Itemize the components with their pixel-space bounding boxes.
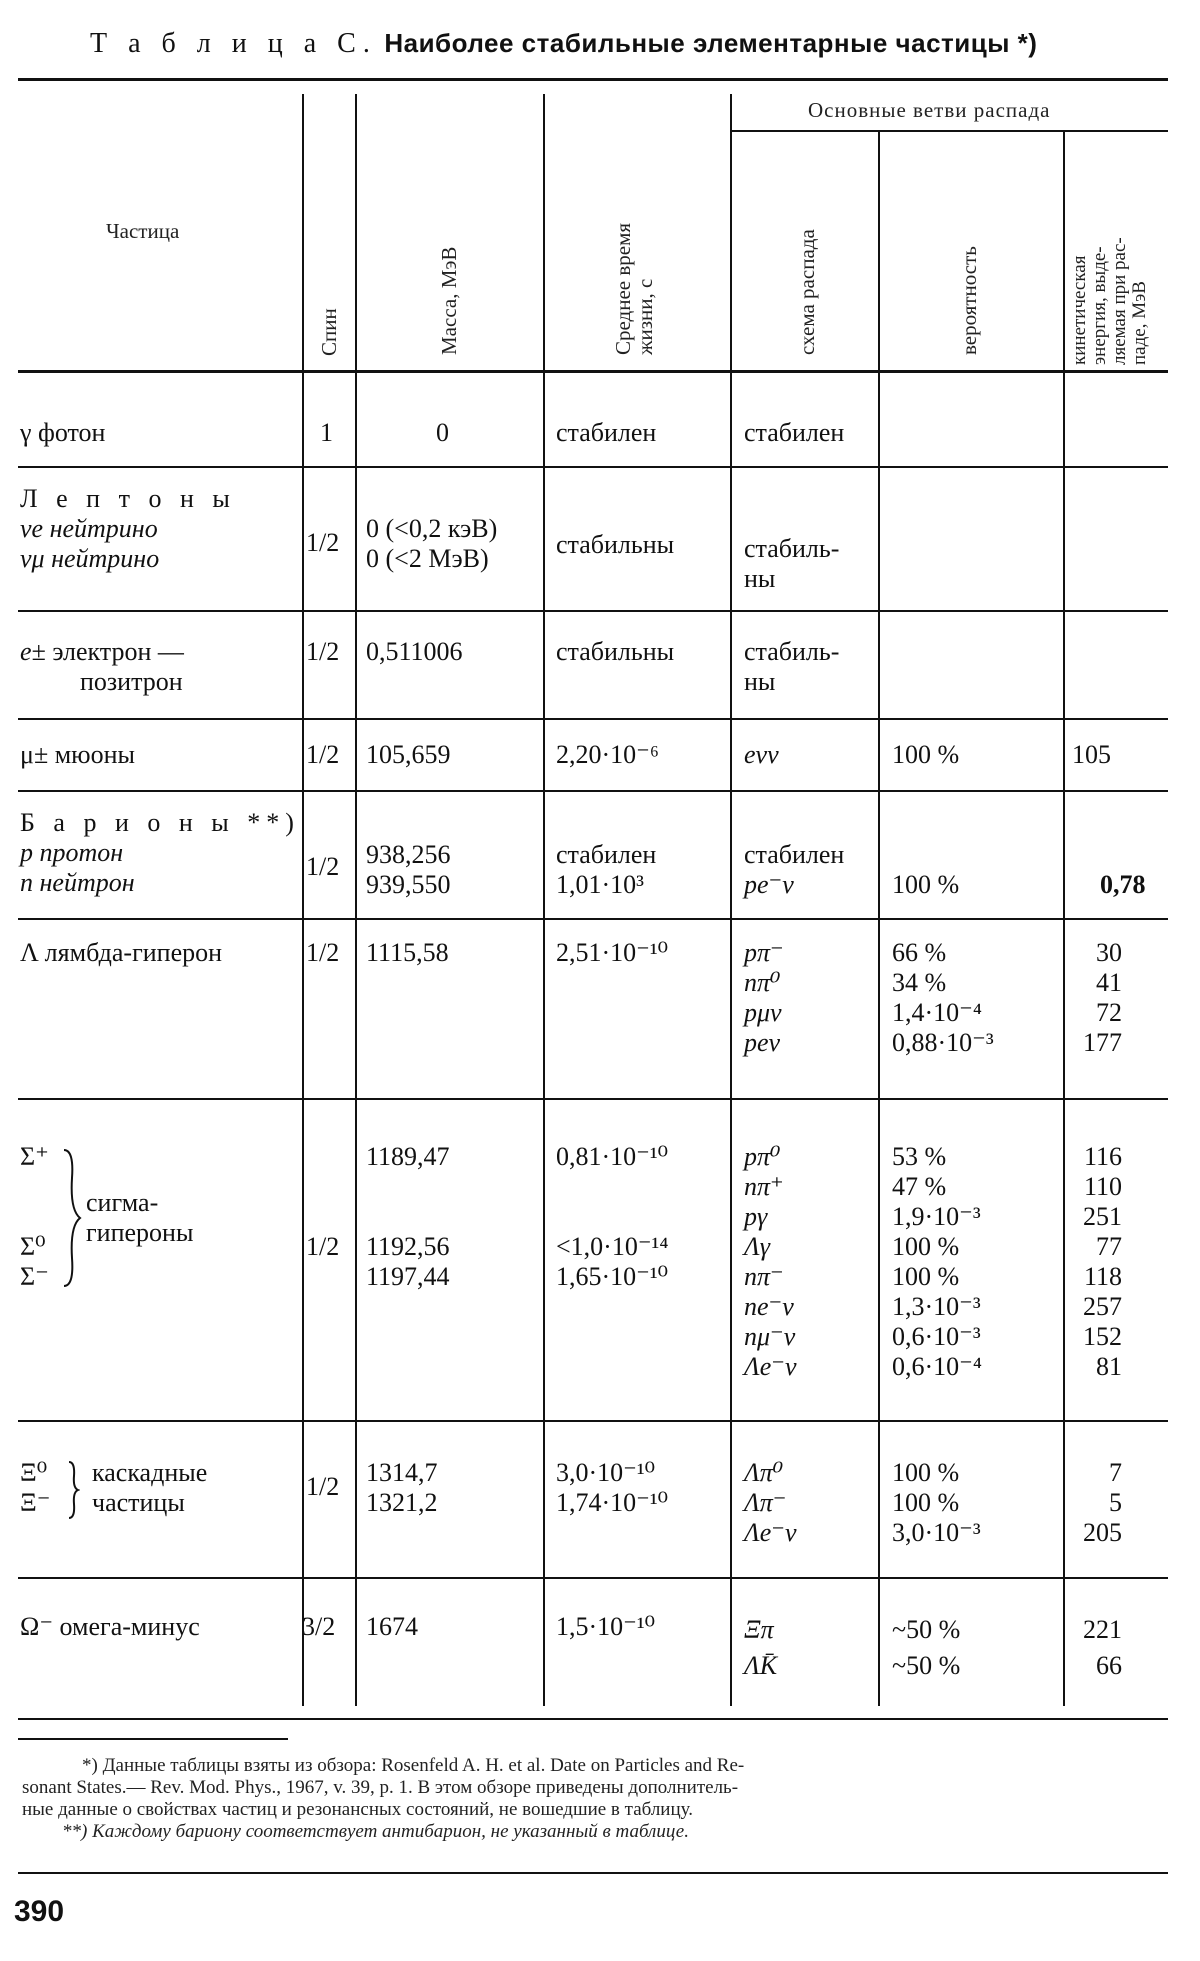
sigma-zero-lifetime: <1,0·10⁻¹⁴ [556,1232,669,1261]
baryons-lifetime [556,840,656,900]
header-particle: Частица [106,219,180,243]
sigma-name-line: сигма- [86,1188,159,1217]
decay-energy: 205 [1083,1518,1122,1547]
decay-probability: 53 % [892,1142,947,1171]
sigma-minus-mass: 1197,44 [366,1262,450,1291]
decay-probability: 100 % [892,1232,960,1261]
table-title-text: Наиболее стабильные элементарные частицы *) [384,28,1038,58]
header-energy-line: паде, МэВ [1129,281,1150,365]
decay-energy: 257 [1083,1292,1122,1321]
header-probability: вероятность [957,246,981,355]
header-energy-line: энергия, выде- [1089,246,1110,365]
baryons-energy: 0,78 [1100,870,1146,899]
row-rule [18,1577,1168,1579]
xi-energies [1072,1458,1122,1548]
footnote-line: **) Каждому бариону соответствует антибарион, не указанный в таблице. [62,1821,689,1842]
electron-name-line: позитрон [80,667,183,696]
nu-mu-name: νμ нейтрино [20,544,160,573]
muon-probability: 100 % [892,740,960,769]
decay-energy: 110 [1083,1172,1122,1201]
leptons-scheme-line: ны [744,564,776,593]
xi-mass-line: 1321,2 [366,1488,438,1517]
baryons-lifetime-line: 1,01·10³ [556,870,644,899]
decay-energy: 221 [1083,1615,1122,1644]
decay-probability: 100 % [892,1262,960,1291]
footnote-line: sonant States.— Rev. Mod. Phys., 1967, v. 39, p. 1. В этом обзоре приведены дополнитель- [22,1777,739,1798]
leptons-group-label: Л е п т о н ы [20,484,236,513]
footnote-line: *) Данные таблицы взяты из обзора: Rosenfeld A. H. et al. Date on Particles and Re- [82,1755,745,1776]
baryons-mass [366,840,451,900]
proton-name: p протон [20,838,124,867]
lambda-lifetime: 2,51·10⁻¹⁰ [556,938,669,967]
baryons-group-label: Б а р и о н ы **) [20,808,300,837]
sigma-zero-mass: 1192,56 [366,1232,450,1261]
decay-energy: 152 [1083,1322,1122,1351]
leptons-scheme [744,534,839,594]
decay-energy: 7 [1109,1458,1122,1487]
decay-probability: 1,4·10⁻⁴ [892,998,982,1027]
baryons-mass-line: 938,256 [366,840,451,869]
electron-scheme-line: стабиль- [744,637,840,666]
decay-probability: 0,6·10⁻⁴ [892,1352,982,1381]
leptons-mass [366,514,497,574]
electron-symbol: e± [20,637,46,666]
sigma-minus-lifetime: 1,65·10⁻¹⁰ [556,1262,669,1291]
lambda-energies [1072,938,1122,1058]
decay-probability: ~50 % [892,1651,961,1680]
decay-group-rule [730,130,1168,132]
xi-zero-symbol: Ξ⁰ [20,1458,48,1487]
photon-lifetime: стабилен [556,418,657,447]
decay-scheme: nπ⁺ [744,1172,784,1201]
row-rule [18,610,1168,612]
xi-name [92,1458,207,1518]
photon-mass: 0 [436,418,449,447]
decay-probability: 47 % [892,1172,947,1201]
omega-energies [1072,1612,1122,1684]
xi-name-line: частицы [92,1488,185,1517]
decay-scheme: ne⁻ν [744,1292,794,1321]
decay-scheme: pπ⁻ [744,938,784,967]
decay-energy: 72 [1096,998,1122,1027]
header-bottom-rule [18,370,1168,373]
decay-probability: 34 % [892,968,947,997]
decay-scheme: Λe⁻ν [744,1352,797,1381]
leptons-scheme-line: стабиль- [744,534,840,563]
decay-probability: 66 % [892,938,947,967]
xi-minus-symbol: Ξ⁻ [20,1488,51,1517]
decay-energy: 177 [1083,1028,1122,1057]
decay-energy: 251 [1083,1202,1122,1231]
xi-name-line: каскадные [92,1458,208,1487]
photon-name: γ фотон [20,418,106,447]
electron-lifetime: стабильны [556,637,675,666]
column-divider [543,94,545,1706]
page-number: 390 [14,1895,65,1928]
sigma-spin: 1/2 [306,1232,340,1261]
decay-probability: ~50 % [892,1615,961,1644]
electron-name-line: электрон — [52,637,184,666]
footnote-rule [18,1738,288,1740]
lambda-spin: 1/2 [306,938,340,967]
decay-probability: 1,9·10⁻³ [892,1202,981,1231]
decay-scheme: Λγ [744,1232,770,1261]
table-top-rule [18,78,1168,81]
sigma-name-line: гипероны [86,1218,194,1247]
omega-name: Ω⁻ омега-минус [20,1612,200,1641]
row-rule [18,466,1168,468]
header-decay-group: Основные ветви распада [808,98,1051,122]
leptons-lifetime: стабильны [556,530,675,559]
decay-energy: 5 [1109,1488,1122,1517]
decay-energy: 30 [1096,938,1122,967]
electron-mass: 0,511006 [366,637,463,666]
decay-scheme: Ξπ [744,1615,774,1644]
xi-lifetime [556,1458,668,1518]
xi-brace [66,1460,80,1520]
decay-probability: 3,0·10⁻³ [892,1518,981,1547]
decay-energy: 81 [1096,1352,1122,1381]
lambda-schemes [744,938,784,1058]
row-rule [18,1098,1168,1100]
xi-spin: 1/2 [306,1472,340,1501]
decay-energy: 77 [1096,1232,1122,1261]
table-bottom-rule [18,1718,1168,1720]
photon-spin: 1 [320,418,333,447]
lambda-probabilities [892,938,994,1058]
muon-mass: 105,659 [366,740,451,769]
column-divider [878,132,880,1706]
decay-probability: 0,88·10⁻³ [892,1028,994,1057]
sigma-energies [1072,1142,1122,1382]
header-energy-line: ляемая при рас- [1109,237,1130,365]
sigma-minus-symbol: Σ⁻ [20,1262,49,1291]
xi-probabilities [892,1458,981,1548]
decay-energy: 41 [1096,968,1122,997]
sigma-plus-symbol: Σ⁺ [20,1142,49,1171]
leptons-names [20,484,236,574]
footnote-line: ные данные о свойствах частиц и резонансных состояний, не вошедшие в таблицу. [22,1799,693,1820]
header-mass: Масса, МэВ [437,246,461,355]
decay-probability: 100 % [892,1488,960,1517]
decay-scheme: pμν [744,998,782,1027]
lambda-mass: 1115,58 [366,938,449,967]
sigma-plus-mass: 1189,47 [366,1142,450,1171]
header-lifetime [612,223,656,355]
xi-mass [366,1458,438,1518]
decay-scheme: nπ⁰ [744,968,781,997]
header-energy-line: кинетическая [1069,255,1090,365]
decay-scheme: Λπ⁻ [744,1488,787,1517]
nu-e-name: νe нейтрино [20,514,158,543]
sigma-probabilities [892,1142,982,1382]
header-spin: Спин [317,308,341,356]
column-divider [302,94,304,1706]
decay-probability: 0,6·10⁻³ [892,1322,981,1351]
column-divider [1063,132,1065,1706]
muon-name: μ± мюоны [20,740,135,769]
leptons-mass-line: 0 (<2 МэВ) [366,544,489,573]
sigma-schemes [744,1142,797,1382]
page-bottom-rule [18,1872,1168,1874]
lambda-name: Λ лямбда-гиперон [20,938,223,967]
baryons-spin: 1/2 [306,852,340,881]
omega-probabilities [892,1612,960,1684]
omega-spin: 3/2 [302,1612,336,1641]
decay-scheme: pπ⁰ [744,1142,781,1171]
sigma-zero-symbol: Σ⁰ [20,1232,46,1261]
xi-schemes [744,1458,797,1548]
decay-scheme: peν [744,1028,781,1057]
muon-scheme: eνν [744,740,779,769]
decay-scheme: ΛK̄ [744,1651,778,1680]
baryons-lifetime-line: стабилен [556,840,657,869]
electron-scheme-line: ны [744,667,776,696]
omega-mass: 1674 [366,1612,418,1641]
header-lifetime-line: жизни, с [633,278,657,355]
baryons-scheme-line: pe⁻ν [744,870,794,899]
electron-scheme [744,637,839,697]
baryons-mass-line: 939,550 [366,870,451,899]
table-title [90,28,1037,60]
sigma-name [86,1188,193,1248]
omega-lifetime: 1,5·10⁻¹⁰ [556,1612,656,1641]
leptons-mass-line: 0 (<0,2 кэВ) [366,514,498,543]
omega-schemes [744,1612,777,1684]
xi-symbols [20,1458,50,1518]
muon-energy: 105 [1072,740,1111,769]
row-rule [18,790,1168,792]
header-lifetime-line: Среднее время [611,222,635,355]
xi-mass-line: 1314,7 [366,1458,438,1487]
baryons-scheme-line: стабилен [744,840,845,869]
decay-scheme: nπ⁻ [744,1262,784,1291]
header-scheme: схема распада [795,229,819,355]
neutron-name: n нейтрон [20,868,135,897]
decay-energy: 116 [1083,1142,1122,1171]
baryons-scheme [744,840,844,900]
row-rule [18,1420,1168,1422]
baryons-names [20,808,300,898]
decay-probability: 1,3·10⁻³ [892,1292,981,1321]
electron-name [20,637,184,697]
xi-lifetime-line: 1,74·10⁻¹⁰ [556,1488,669,1517]
header-energy [1070,237,1150,365]
decay-probability: 100 % [892,1458,960,1487]
decay-scheme: Λπ⁰ [744,1458,784,1487]
column-divider [730,94,732,1706]
decay-scheme: nμ⁻ν [744,1322,796,1351]
row-rule [18,718,1168,720]
decay-scheme: pγ [744,1202,768,1231]
sigma-brace [60,1148,82,1288]
muon-spin: 1/2 [306,740,340,769]
electron-spin: 1/2 [306,637,340,666]
leptons-spin: 1/2 [306,528,340,557]
decay-energy: 66 [1096,1651,1122,1680]
xi-lifetime-line: 3,0·10⁻¹⁰ [556,1458,656,1487]
decay-energy: 118 [1083,1262,1122,1291]
footnotes [22,1755,1172,1843]
table-label: Т а б л и ц а С. [90,28,377,59]
baryons-probability: 100 % [892,870,960,899]
muon-lifetime: 2,20·10⁻⁶ [556,740,659,769]
sigma-plus-lifetime: 0,81·10⁻¹⁰ [556,1142,669,1171]
decay-scheme: Λe⁻ν [744,1518,797,1547]
photon-scheme: стабилен [744,418,845,447]
column-divider [355,94,357,1706]
row-rule [18,918,1168,920]
